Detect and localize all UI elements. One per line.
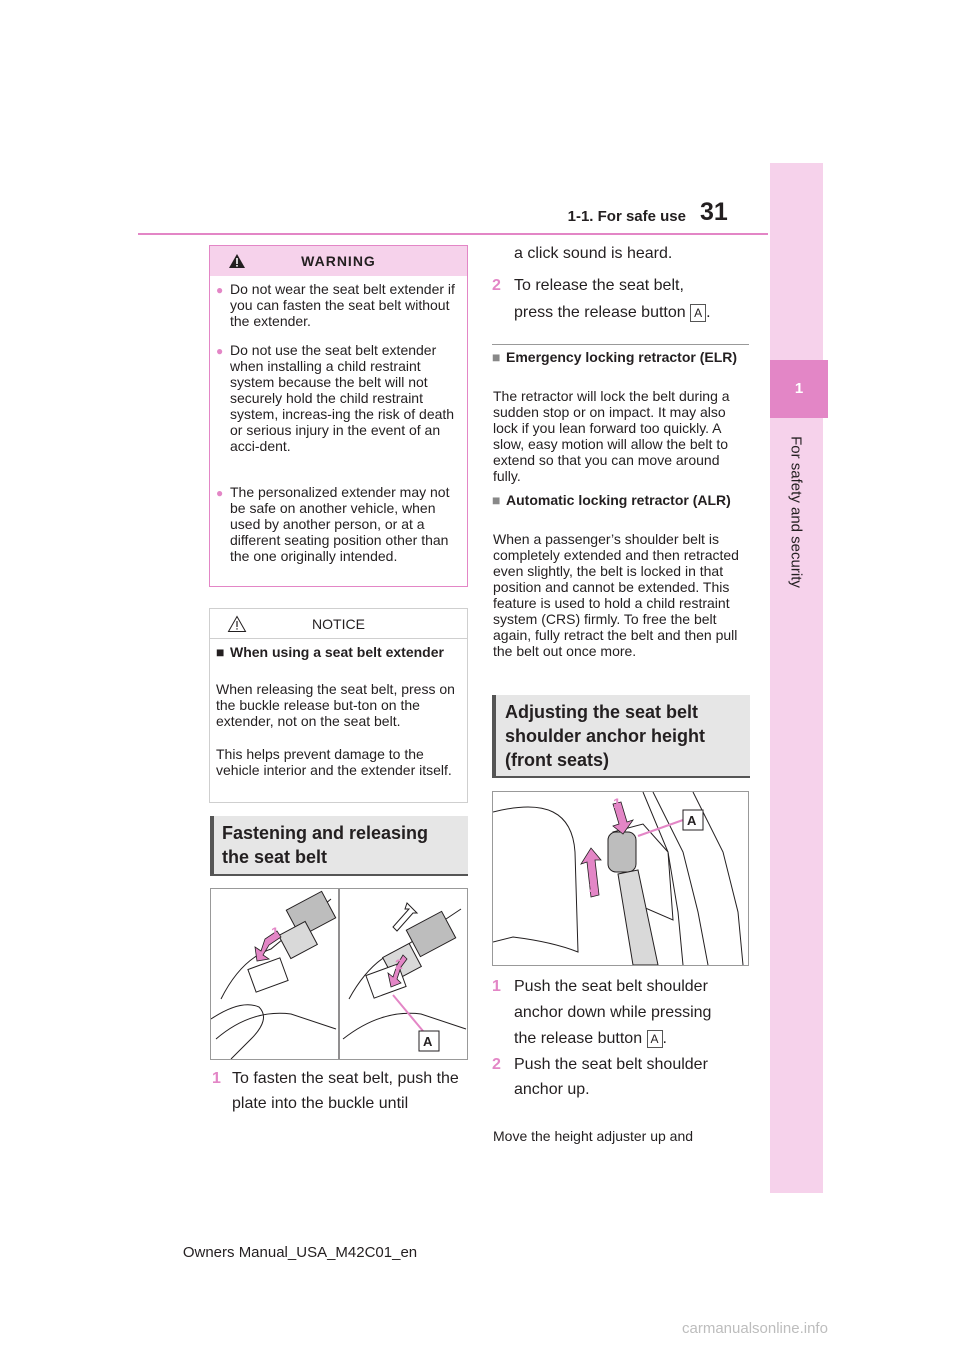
anchor-note: Move the height adjuster up and (493, 1128, 694, 1144)
watermark: carmanualsonline.info (682, 1320, 828, 1337)
anchor-step-1: 1 Push the seat belt shoulder (492, 978, 708, 995)
release-button-label: A (647, 1030, 663, 1048)
notice-divider (210, 638, 467, 639)
notice-body-2: This helps prevent damage to the vehicle interior and the extender itself. (216, 746, 452, 778)
alr-body: When a passenger’s shoulder belt is completely extended and then retracted even slightly, the belt is locked in that position and cannot be extended. This feature is used to hold a child restraint system (CRS) firmly. To free the belt again, fully retract the belt and then pull the belt out once more. (493, 531, 739, 659)
shoulder-anchor-illustration (493, 792, 748, 965)
step-number: 1 (492, 978, 501, 995)
square-bullet-icon: ■ (216, 644, 225, 660)
chapter-title: For safety and security (787, 436, 805, 588)
square-bullet-icon: ■ (492, 349, 501, 365)
bullet-icon: ● (216, 486, 224, 500)
notice-title: NOTICE (312, 616, 365, 632)
fig1-label-1: 1 (271, 924, 279, 940)
section-heading-text: Fastening and releasing the seat belt (222, 823, 429, 867)
page-number: 31 (700, 198, 728, 226)
footer-doc-id: Owners Manual_USA_M42C01_en (182, 1244, 418, 1261)
fig2-label-a: A (687, 813, 697, 828)
fig1-label-2: 2 (395, 956, 403, 972)
notice-subheading: ■ When using a seat belt extender (216, 644, 444, 660)
fig2-label-2: 2 (589, 879, 597, 895)
step-number: 2 (492, 1056, 501, 1073)
anchor-illustration (492, 791, 749, 966)
section-title: 1-1. For safe use (567, 208, 686, 225)
chapter-number: 1 (794, 380, 804, 397)
alr-heading: ■ Automatic locking retractor (ALR) (492, 492, 731, 508)
fasten-step-1: 1 To fasten the seat belt, push the plate into the buckle until (212, 1070, 459, 1112)
fasten-step-2: 2 To release the seat belt, (492, 277, 684, 294)
divider (492, 344, 749, 345)
fasten-illustration (210, 888, 468, 1060)
header-rule (138, 233, 768, 235)
step-number: 1 (212, 1070, 221, 1087)
fasten-step-1-continued: a click sound is heard. (514, 245, 673, 262)
bullet-icon: ● (216, 344, 224, 358)
anchor-step-1-line2: anchor down while pressing (514, 1004, 712, 1021)
step-number: 2 (492, 277, 501, 294)
notice-body: When releasing the seat belt, press on the buckle release but-ton on the extender, not on the seat belt. (216, 681, 455, 729)
section-heading-text: Adjusting the seat belt shoulder anchor height (front seats) (505, 702, 706, 770)
square-bullet-icon: ■ (492, 492, 501, 508)
warning-item: ● Do not use the seat belt extender when installing a child restraint system because the belt will not securely hold the child restraint system, increas-ing the risk of death or serious injury in the event of an acci-dent. (216, 342, 455, 454)
fasten-step-2-line2: press the release button A . (514, 304, 711, 321)
release-button-label: A (690, 304, 706, 322)
bullet-icon: ● (216, 283, 224, 297)
anchor-step-2: 2 Push the seat belt shoulder anchor up. (492, 1056, 708, 1098)
warning-item: ● The personalized extender may not be safe on another vehicle, when used by another person, or at a different seating position other than the one originally intended. (216, 484, 450, 564)
seatbelt-buckle-illustration (211, 889, 467, 1059)
warning-title: WARNING (301, 253, 376, 269)
elr-body: The retractor will lock the belt during a sudden stop or on impact. It may also lock if you lean forward too quickly. A slow, easy motion will allow the belt to extend so that you can move around fully. (493, 388, 730, 484)
warning-item: ● Do not wear the seat belt extender if you can fasten the seat belt without the extender. (216, 281, 455, 329)
elr-heading: ■ Emergency locking retractor (ELR) (492, 349, 738, 365)
fig2-label-1: 1 (613, 795, 621, 811)
anchor-step-1-line3: the release button A . (514, 1030, 667, 1047)
side-tab-strip (770, 163, 823, 1193)
fig1-label-a: A (423, 1034, 433, 1049)
